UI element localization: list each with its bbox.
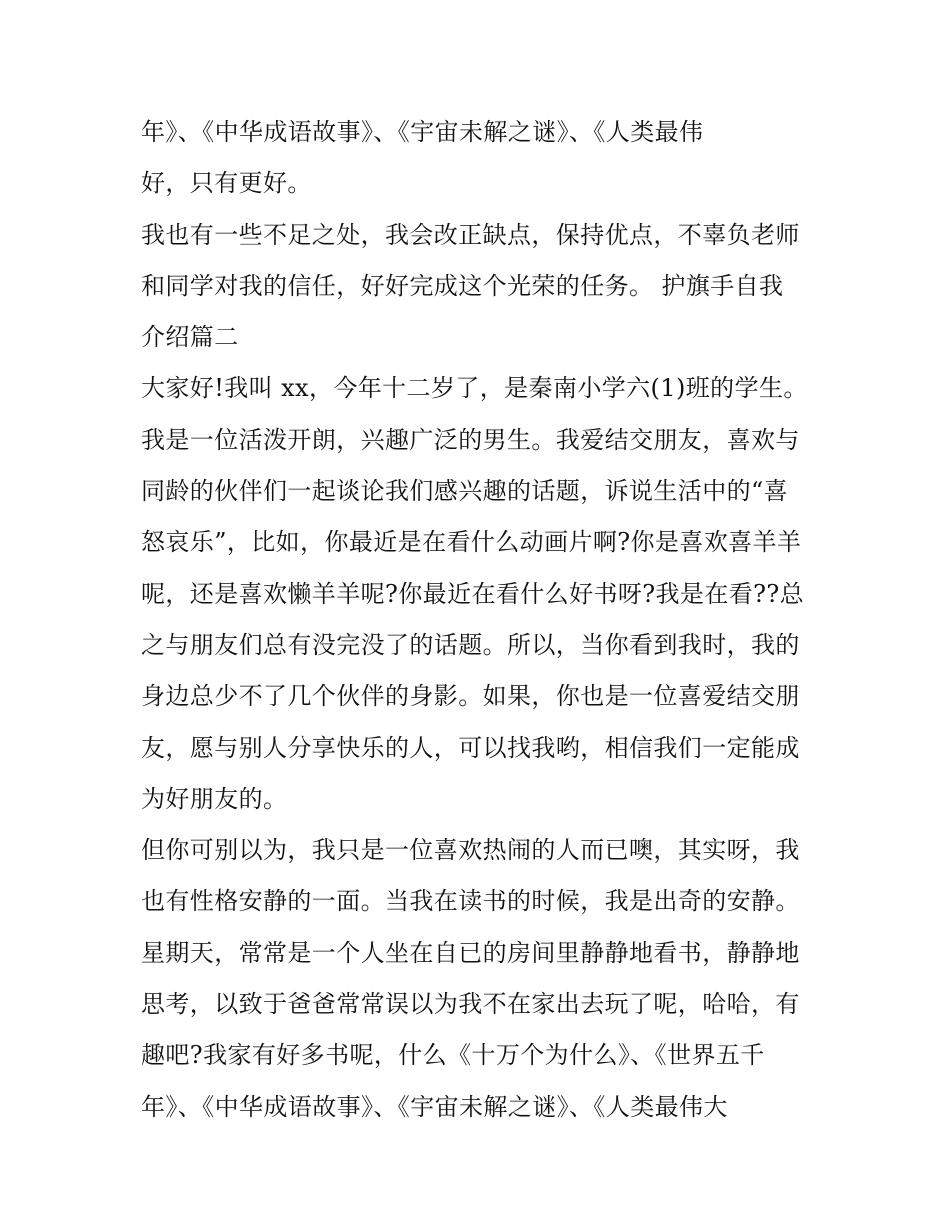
text-line: 同龄的伙伴们一起谈论我们感兴趣的话题，诉说生活中的“喜 [141,477,789,506]
text-line: 趣吧?我家有好多书呢，什么《十万个为什么》、《世界五千 [141,1041,765,1070]
body-text [141,107,821,1133]
text-line: 身边总少不了几个伙伴的身影。如果，你也是一位喜爱结交朋 [141,682,800,711]
text-line: 年》、《中华成语故事》、《宇宙未解之谜》、《人类最伟 [141,118,704,146]
text-line: 呢，还是喜欢懒羊羊呢?你最近在看什么好书呀?我是在看??总 [141,579,805,608]
text-line: 年》、《中华成语故事》、《宇宙未解之谜》、《人类最伟大 [141,1092,728,1121]
text-line: 我是一位活泼开朗，兴趣广泛的男生。我爱结交朋友，喜欢与 [141,425,800,454]
text-line: 星期天，常常是一个人坐在自已的房间里静静地看书，静静地 [141,938,800,967]
text-line: 友，愿与别人分享快乐的人，可以找我哟，相信我们一定能成 [141,733,800,762]
text-line: 为好朋友的。 [141,784,288,813]
text-line: 但你可别以为，我只是一位喜欢热闹的人而已噢，其实呀，我 [141,836,800,865]
text-line: 之与朋友们总有没完没了的话题。所以，当你看到我时，我的 [141,630,800,659]
text-line: 好，只有更好。 [141,169,312,198]
text-line: 我也有一些不足之处，我会改正缺点，保持优点，不辜负老师 [141,220,800,249]
text-line: 也有性格安静的一面。当我在读书的时候，我是出奇的安静。 [141,887,800,916]
text-line: 和同学对我的信任，好好完成这个光荣的任务。 护旗手自我 [141,271,784,300]
text-line: 怒哀乐”，比如，你最近是在看什么动画片啊?你是喜欢喜羊羊 [141,528,802,557]
text-line: 大家好!我叫 xx，今年十二岁了，是秦南小学六(1)班的学生。 [141,374,808,403]
text-line: 思考，以致于爸爸常常误以为我不在家出去玩了呢，哈哈，有 [141,990,800,1019]
section-heading: 介绍篇二 [141,323,239,352]
